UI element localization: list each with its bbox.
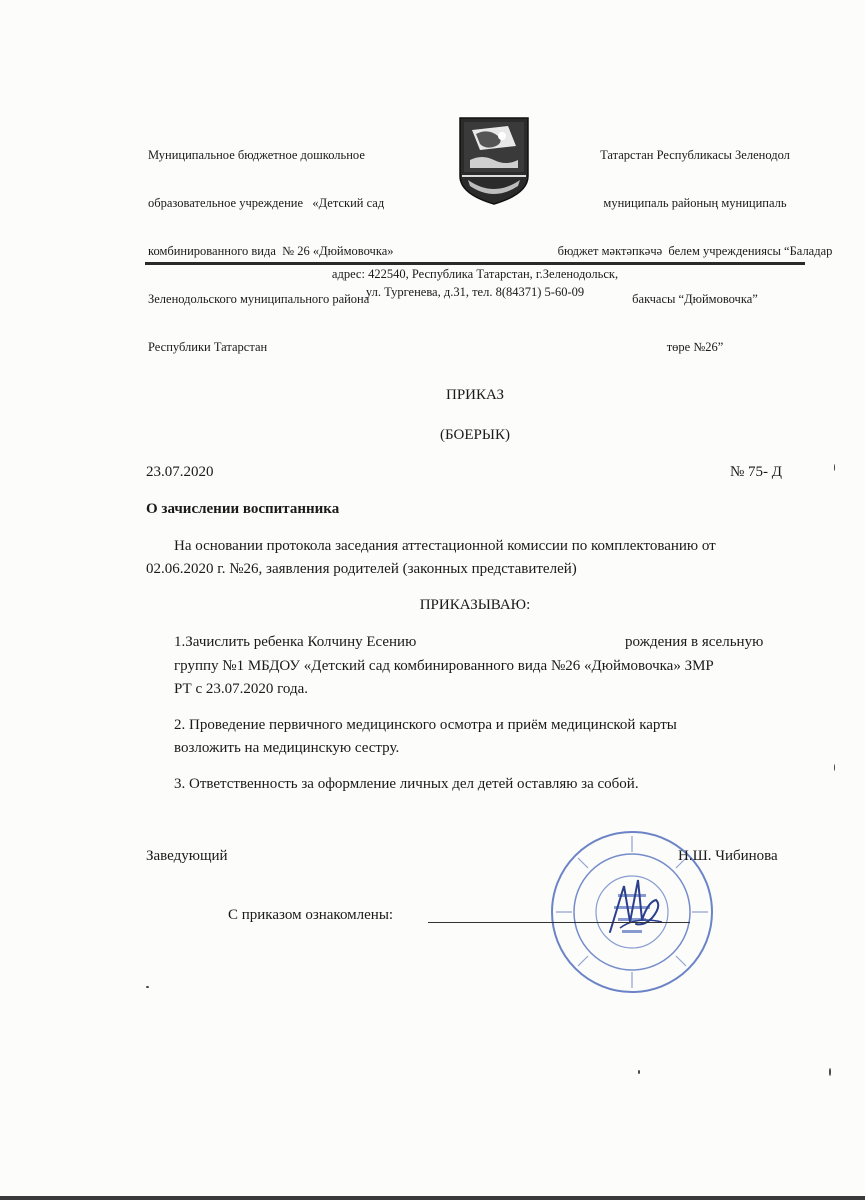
- header-left-line: Республики Татарстан: [148, 340, 268, 354]
- address-line-2: ул. Тургенева, д.31, тел. 8(84371) 5-60-09: [365, 285, 585, 299]
- scan-speck: [829, 1068, 831, 1076]
- item-2-line-1: 2. Проведение первичного медицинского осмотра и приём медицинской карты: [174, 717, 677, 733]
- item-1-line-3: РТ с 23.07.2020 года.: [174, 681, 308, 697]
- signer-position: Заведующий: [146, 848, 228, 864]
- handwritten-signature-icon: [600, 872, 670, 944]
- scan-speck: [834, 464, 835, 471]
- header-left-line: образовательное учреждение «Детский сад: [148, 196, 385, 210]
- signer-name: Н.Ш. Чибинова: [678, 848, 778, 864]
- scan-speck: [146, 986, 149, 988]
- coat-of-arms-icon: [458, 116, 530, 206]
- header-right-line: төре №26”: [666, 340, 724, 354]
- basis-line-1: На основании протокола заседания аттестационной комиссии по комплектованию от: [174, 538, 716, 554]
- acquainted-signature-line: [428, 922, 690, 923]
- scan-speck: [834, 764, 835, 771]
- item-3: 3. Ответственность за оформление личных дел детей оставляю за собой.: [174, 776, 639, 792]
- item-1-line-1b: рождения в ясельную: [625, 634, 764, 650]
- header-left-block: [148, 115, 394, 371]
- address-block: [145, 265, 805, 301]
- header-right-line: бюджет мәктәпкәчә белем учреждениясы “Баладар: [557, 244, 833, 258]
- header-right-line: бакчасы “Дюймовочка”: [632, 292, 758, 306]
- header-right-block: [530, 115, 860, 371]
- item-1-line-2: группу №1 МБДОУ «Детский сад комбинированного вида №26 «Дюймовочка» ЗМР: [174, 658, 714, 674]
- acquainted-label: С приказом ознакомлены:: [228, 907, 394, 923]
- order-subject: О зачислении воспитанника: [146, 501, 340, 517]
- order-date: 23.07.2020: [146, 464, 214, 480]
- header-left-line: комбинированного вида № 26 «Дюймовочка»: [148, 244, 394, 258]
- order-number: № 75- Д: [730, 464, 783, 480]
- scan-speck: [638, 1070, 640, 1074]
- header-left-line: Зеленодольского муниципального района: [148, 292, 370, 306]
- basis-line-2: 02.06.2020 г. №26, заявления родителей (законных представителей): [146, 561, 577, 577]
- header-right-line: Татарстан Республикасы Зеленодол: [600, 148, 790, 162]
- header-right-line: муниципаль районың муниципаль: [603, 196, 787, 210]
- item-1-line-1a: 1.Зачислить ребенка Колчину Есению: [174, 634, 417, 650]
- item-2-line-2: возложить на медицинскую сестру.: [174, 740, 400, 756]
- order-title: ПРИКАЗ: [446, 387, 504, 403]
- header-left-line: Муниципальное бюджетное дошкольное: [148, 148, 365, 162]
- order-command: ПРИКАЗЫВАЮ:: [419, 597, 531, 613]
- address-line-1: адрес: 422540, Республика Татарстан, г.Зеленодольск,: [331, 267, 619, 281]
- order-title-tatar: (БОЕРЫК): [440, 427, 510, 443]
- scan-bottom-edge: [0, 1196, 865, 1200]
